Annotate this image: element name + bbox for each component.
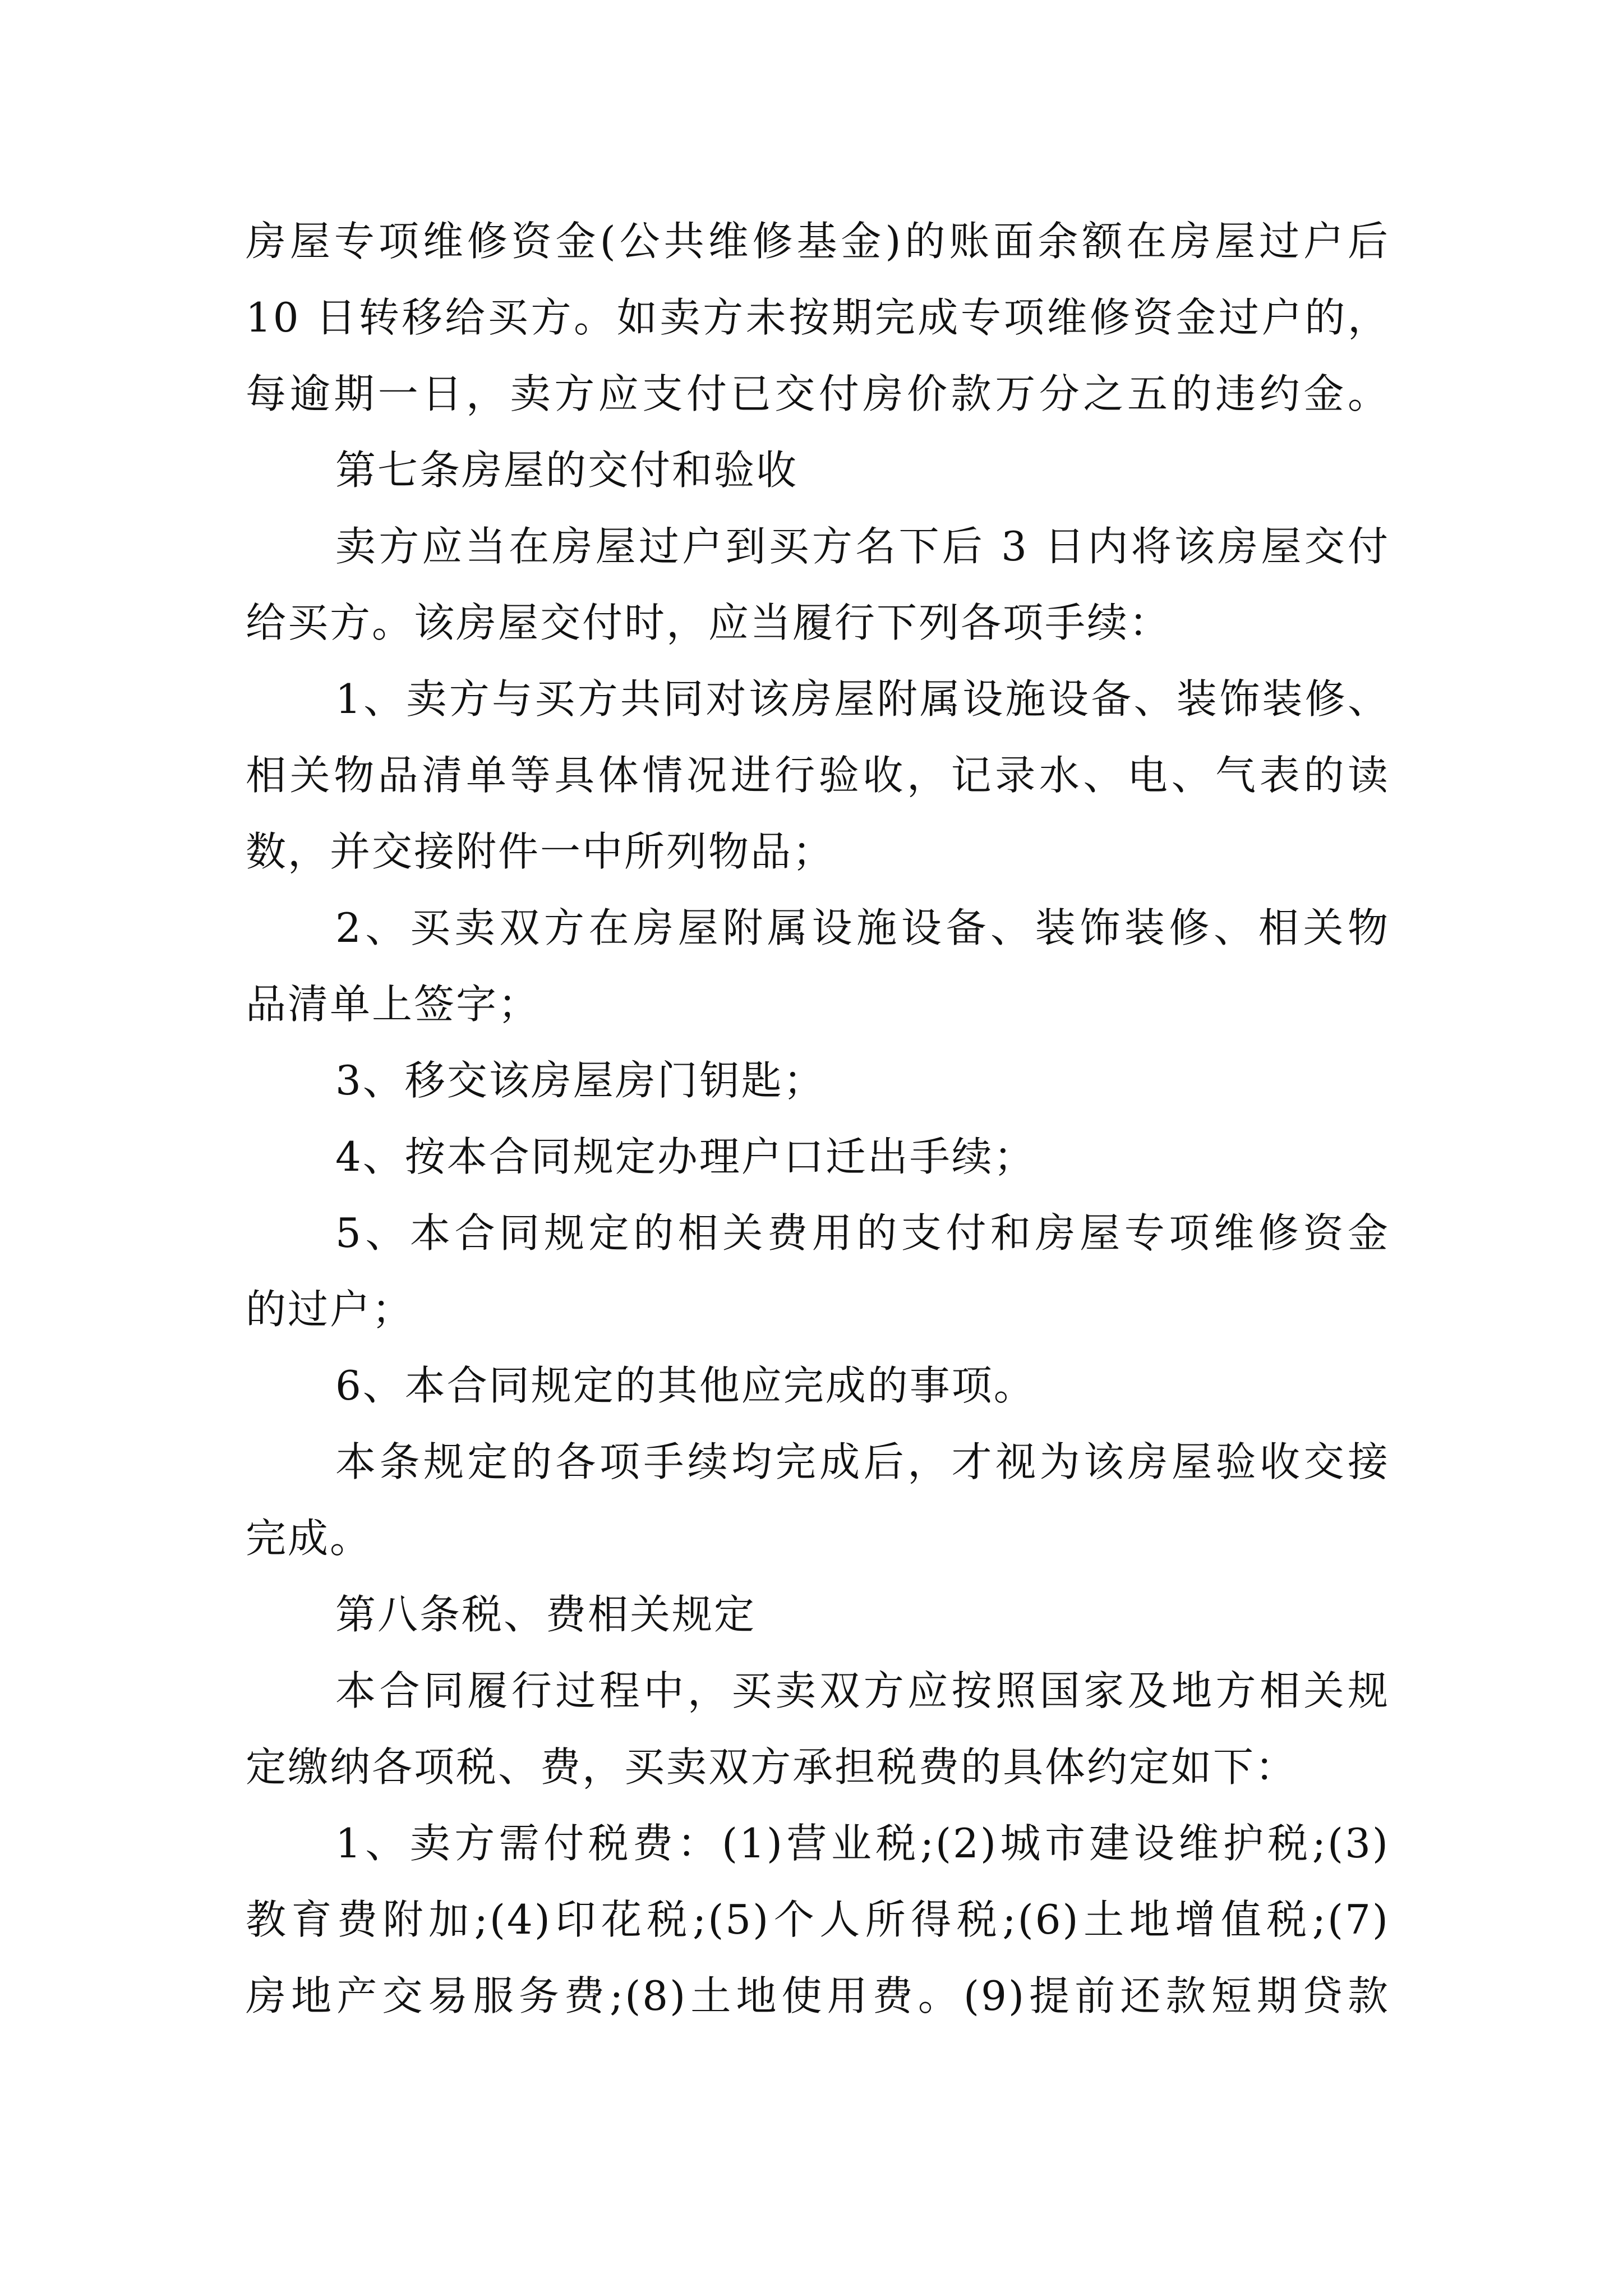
heading-line: 第八条税、费相关规定 [335,1591,757,1638]
list-item [246,661,1390,890]
text-line: 的过户； [246,1286,414,1333]
text-line: 本合同履行过程中，买卖双方应按照国家及地方相关规 [335,1667,1390,1714]
paragraph [246,508,1390,661]
text-line: 4、按本合同规定办理户口迁出手续； [335,1133,1036,1180]
text-line: 10 日转移给买方。如卖方未按期完成专项维修资金过户的， [246,294,1390,341]
paragraph [246,1424,1390,1576]
text-line: 6、本合同规定的其他应完成的事项。 [335,1362,1036,1409]
text-line: 教育费附加;(4)印花税;(5)个人所得税;(6)土地增值税;(7) [246,1896,1390,1943]
text-line: 完成。 [246,1515,372,1562]
text-line: 每逾期一日，卖方应支付已交付房价款万分之五的违约金。 [246,370,1390,417]
text-line: 定缴纳各项税、费，买卖双方承担税费的具体约定如下： [246,1743,1298,1791]
text-line: 5、本合同规定的相关费用的支付和房屋专项维修资金 [335,1209,1390,1257]
text-line: 房地产交易服务费;(8)土地使用费。(9)提前还款短期贷款 [246,1972,1390,2019]
document-body [246,203,1390,2034]
list-item [246,1042,1390,1119]
paragraph [246,1653,1390,1805]
text-line: 相关物品清单等具体情况进行验收，记录水、电、气表的读 [246,752,1390,799]
text-line: 2、买卖双方在房屋附属设施设备、装饰装修、相关物 [335,904,1390,951]
text-line: 给买方。该房屋交付时，应当履行下列各项手续： [246,599,1172,646]
text-line: 品清单上签字； [246,981,541,1028]
text-line: 本条规定的各项手续均完成后，才视为该房屋验收交接 [335,1438,1390,1485]
text-line: 房屋专项维修资金(公共维修基金)的账面余额在房屋过户后 [246,218,1390,265]
list-item [246,1347,1390,1424]
article-heading [246,1576,1390,1653]
list-item [246,1805,1390,2034]
list-item [246,1195,1390,1347]
article-heading [246,432,1390,508]
heading-line: 第七条房屋的交付和验收 [335,447,799,494]
list-item [246,890,1390,1042]
text-line: 卖方应当在房屋过户到买方名下后 3 日内将该房屋交付 [335,523,1390,570]
carryover-paragraph [246,203,1390,432]
text-line: 1、卖方需付税费：(1)营业税;(2)城市建设维护税;(3) [335,1820,1390,1867]
text-line: 1、卖方与买方共同对该房屋附属设施设备、装饰装修、 [335,675,1390,723]
text-line: 3、移交该房屋房门钥匙； [335,1057,826,1104]
list-item [246,1119,1390,1195]
text-line: 数，并交接附件一中所列物品； [246,828,835,875]
